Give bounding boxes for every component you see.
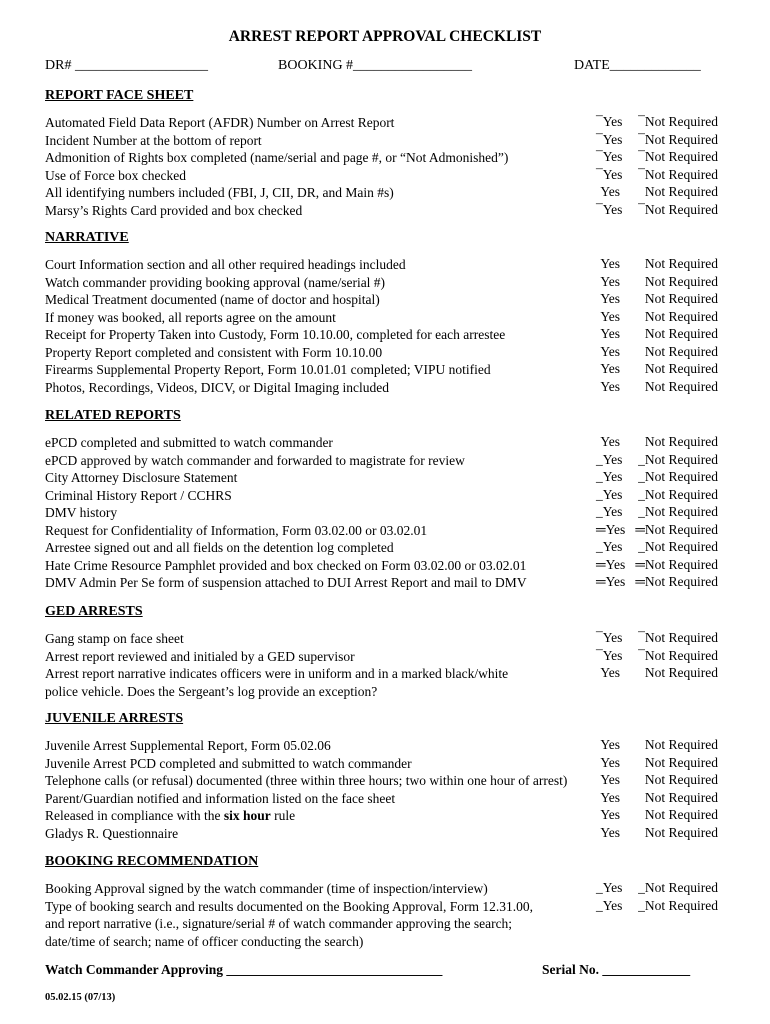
yes-option[interactable]: Yes <box>600 824 620 840</box>
not-required-option[interactable]: Not Required <box>644 434 718 449</box>
booking-field: BOOKING #_________________ <box>278 58 473 73</box>
not-required-option[interactable]: Not Required <box>644 184 718 199</box>
yes-option[interactable]: _Yes <box>596 504 623 519</box>
checklist-item-text: Booking Approval signed by the watch commander (time of inspection/interview) <box>45 881 488 896</box>
not-required-option[interactable]: Not Required <box>644 378 718 394</box>
yes-option[interactable]: ¯Yes <box>596 114 623 129</box>
not-required-option[interactable]: Not Required <box>644 807 718 822</box>
checklist-item-text: Medical Treatment documented (name of doctor and hospital) <box>45 292 380 307</box>
not-required-option[interactable]: ═Not Required <box>635 556 718 572</box>
date-field: DATE_____________ <box>574 58 701 73</box>
yes-option[interactable]: ¯Yes <box>596 131 623 147</box>
form-code: 05.02.15 (07/13) <box>45 992 116 1003</box>
yes-option[interactable]: Yes <box>600 737 620 752</box>
checklist-item-text: Photos, Recordings, Videos, DICV, or Digital Imaging included <box>45 379 390 395</box>
yes-option[interactable]: _Yes <box>596 486 623 502</box>
yes-option[interactable]: Yes <box>600 361 620 376</box>
section-heading: GED ARRESTS <box>45 604 143 619</box>
checklist-item-text: Request for Confidentiality of Information, Form 03.02.00 or 03.02.01 <box>45 522 428 538</box>
checklist-item-text: Parent/Guardian notified and information listed on the face sheet <box>45 790 396 806</box>
not-required-option[interactable]: _Not Required <box>638 539 718 554</box>
section-heading: BOOKING RECOMMENDATION <box>45 854 259 869</box>
not-required-option[interactable]: Not Required <box>644 754 718 770</box>
not-required-option[interactable]: ¯Not Required <box>638 630 718 645</box>
yes-option[interactable]: Yes <box>600 184 620 199</box>
not-required-option[interactable]: _Not Required <box>638 469 718 484</box>
section-heading: REPORT FACE SHEET <box>45 88 194 103</box>
checklist-item-text: Telephone calls (or refusal) documented (three within three hours; two within one hour of arrest) <box>45 773 568 788</box>
not-required-option[interactable]: ¯Not Required <box>638 201 718 217</box>
checklist-item-text: Type of booking search and results documented on the Booking Approval, Form 12.31.00, <box>45 898 533 914</box>
not-required-option[interactable]: _Not Required <box>638 897 718 913</box>
checklist-item-text: Juvenile Arrest Supplemental Report, Form 05.02.06 <box>45 738 331 753</box>
checklist-item-text: City Attorney Disclosure Statement <box>45 470 238 485</box>
not-required-option[interactable]: Not Required <box>644 789 718 805</box>
checklist-item-text: Arrestee signed out and all fields on the detention log completed <box>45 540 394 555</box>
not-required-option[interactable]: ¯Not Required <box>638 114 718 129</box>
not-required-option[interactable]: ¯Not Required <box>638 149 718 164</box>
yes-option[interactable]: ¯Yes <box>596 166 623 182</box>
checklist-item-text: ePCD approved by watch commander and forwarded to magistrate for review <box>45 452 465 468</box>
yes-option[interactable]: _Yes <box>596 539 623 554</box>
yes-option[interactable]: Yes <box>600 291 620 306</box>
checklist-item-text: Criminal History Report / CCHRS <box>45 487 232 503</box>
checklist-item-text: Released in compliance with the six hour rule <box>45 808 296 823</box>
page-title: ARREST REPORT APPROVAL CHECKLIST <box>228 28 542 45</box>
yes-option[interactable]: Yes <box>600 256 620 271</box>
not-required-option[interactable]: ═Not Required <box>635 574 718 589</box>
checklist-item-text: Firearms Supplemental Property Report, Form 10.01.01 completed; VIPU notified <box>45 362 491 377</box>
yes-option[interactable]: ═Yes <box>596 574 626 589</box>
yes-option[interactable]: ═Yes <box>596 521 626 537</box>
section-heading: JUVENILE ARRESTS <box>45 711 184 726</box>
yes-option[interactable]: ═Yes <box>596 556 626 572</box>
checklist-item-text: Gladys R. Questionnaire <box>45 825 179 841</box>
not-required-option[interactable]: Not Required <box>644 772 718 787</box>
yes-option[interactable]: Yes <box>600 434 620 449</box>
not-required-option[interactable]: Not Required <box>644 273 718 289</box>
yes-option[interactable]: Yes <box>600 772 620 787</box>
not-required-option[interactable]: Not Required <box>644 665 718 680</box>
yes-option[interactable]: Yes <box>600 807 620 822</box>
checklist-item-text: date/time of search; name of officer conducting the search) <box>45 933 364 949</box>
yes-option[interactable]: ¯Yes <box>596 201 623 217</box>
not-required-option[interactable]: ¯Not Required <box>638 131 718 147</box>
checklist-item-text: All identifying numbers included (FBI, J, CII, DR, and Main #s) <box>45 185 394 200</box>
not-required-option[interactable]: ¯Not Required <box>638 166 718 182</box>
yes-option[interactable]: Yes <box>600 665 620 680</box>
checklist-item-text: and report narrative (i.e., signature/serial # of watch commander approving the search; <box>45 916 513 931</box>
checklist-item-text: Arrest report narrative indicates officers were in uniform and in a marked black/white <box>45 666 509 681</box>
yes-option[interactable]: _Yes <box>596 897 623 913</box>
yes-option[interactable]: _Yes <box>596 451 623 467</box>
section-heading: RELATED REPORTS <box>45 408 181 423</box>
yes-option[interactable]: Yes <box>600 308 620 324</box>
not-required-option[interactable]: _Not Required <box>638 504 718 519</box>
yes-option[interactable]: Yes <box>600 754 620 770</box>
yes-option[interactable]: Yes <box>600 343 620 359</box>
checklist-item-text: Property Report completed and consistent with Form 10.10.00 <box>45 344 383 360</box>
not-required-option[interactable]: _Not Required <box>638 486 718 502</box>
checklist-item-text: police vehicle. Does the Sergeant’s log provide an exception? <box>45 683 378 699</box>
checklist-item-text: Marsy’s Rights Card provided and box checked <box>45 202 303 218</box>
yes-option[interactable]: Yes <box>600 789 620 805</box>
not-required-option[interactable]: Not Required <box>644 361 718 376</box>
yes-option[interactable]: ¯Yes <box>596 149 623 164</box>
checklist-item-text: DMV Admin Per Se form of suspension attached to DUI Arrest Report and mail to DMV <box>45 575 527 590</box>
checklist-item-text: Arrest report reviewed and initialed by a GED supervisor <box>45 648 355 664</box>
yes-option[interactable]: Yes <box>600 378 620 394</box>
yes-option[interactable]: Yes <box>600 273 620 289</box>
not-required-option[interactable]: Not Required <box>644 256 718 271</box>
checklist-item-text: Use of Force box checked <box>45 167 186 183</box>
checklist-item-text: Gang stamp on face sheet <box>45 631 184 646</box>
checklist-item-text: Admonition of Rights box completed (name/serial and page #, or “Not Admonished”) <box>45 150 509 165</box>
not-required-option[interactable]: _Not Required <box>638 880 718 895</box>
serial-number-line: Serial No. _____________ <box>542 962 691 977</box>
checklist-item-text: Court Information section and all other required headings included <box>45 257 406 272</box>
checklist-item-text: If money was booked, all reports agree on the amount <box>45 309 336 325</box>
not-required-option[interactable]: Not Required <box>644 824 718 840</box>
not-required-option[interactable]: Not Required <box>644 343 718 359</box>
not-required-option[interactable]: Not Required <box>644 737 718 752</box>
checklist-item-text: Incident Number at the bottom of report <box>45 132 262 148</box>
yes-option[interactable]: _Yes <box>596 469 623 484</box>
yes-option[interactable]: Yes <box>600 326 620 341</box>
not-required-option[interactable]: ¯Not Required <box>638 647 718 663</box>
not-required-option[interactable]: Not Required <box>644 291 718 306</box>
checklist-item-text: Juvenile Arrest PCD completed and submitted to watch commander <box>45 755 412 771</box>
not-required-option[interactable]: Not Required <box>644 308 718 324</box>
checklist-item-text: DMV history <box>45 505 118 520</box>
checklist-item-text: Receipt for Property Taken into Custody, Form 10.10.00, completed for each arrestee <box>45 327 506 342</box>
checklist-item-text: ePCD completed and submitted to watch commander <box>45 435 333 450</box>
checklist-item-text: Hate Crime Resource Pamphlet provided and box checked on Form 03.02.00 or 03.02.01 <box>45 557 527 573</box>
yes-option[interactable]: _Yes <box>596 880 623 895</box>
section-heading: NARRATIVE <box>45 230 129 245</box>
yes-option[interactable]: ¯Yes <box>596 647 623 663</box>
not-required-option[interactable]: ═Not Required <box>635 521 718 537</box>
watch-commander-signature-line: Watch Commander Approving ________________________________ <box>45 962 443 977</box>
not-required-option[interactable]: Not Required <box>644 326 718 341</box>
checklist-item-text: Automated Field Data Report (AFDR) Number on Arrest Report <box>45 115 395 130</box>
not-required-option[interactable]: _Not Required <box>638 451 718 467</box>
checklist-item-text: Watch commander providing booking approval (name/serial #) <box>45 274 386 290</box>
yes-option[interactable]: ¯Yes <box>596 630 623 645</box>
dr-field: DR# ___________________ <box>45 58 208 73</box>
